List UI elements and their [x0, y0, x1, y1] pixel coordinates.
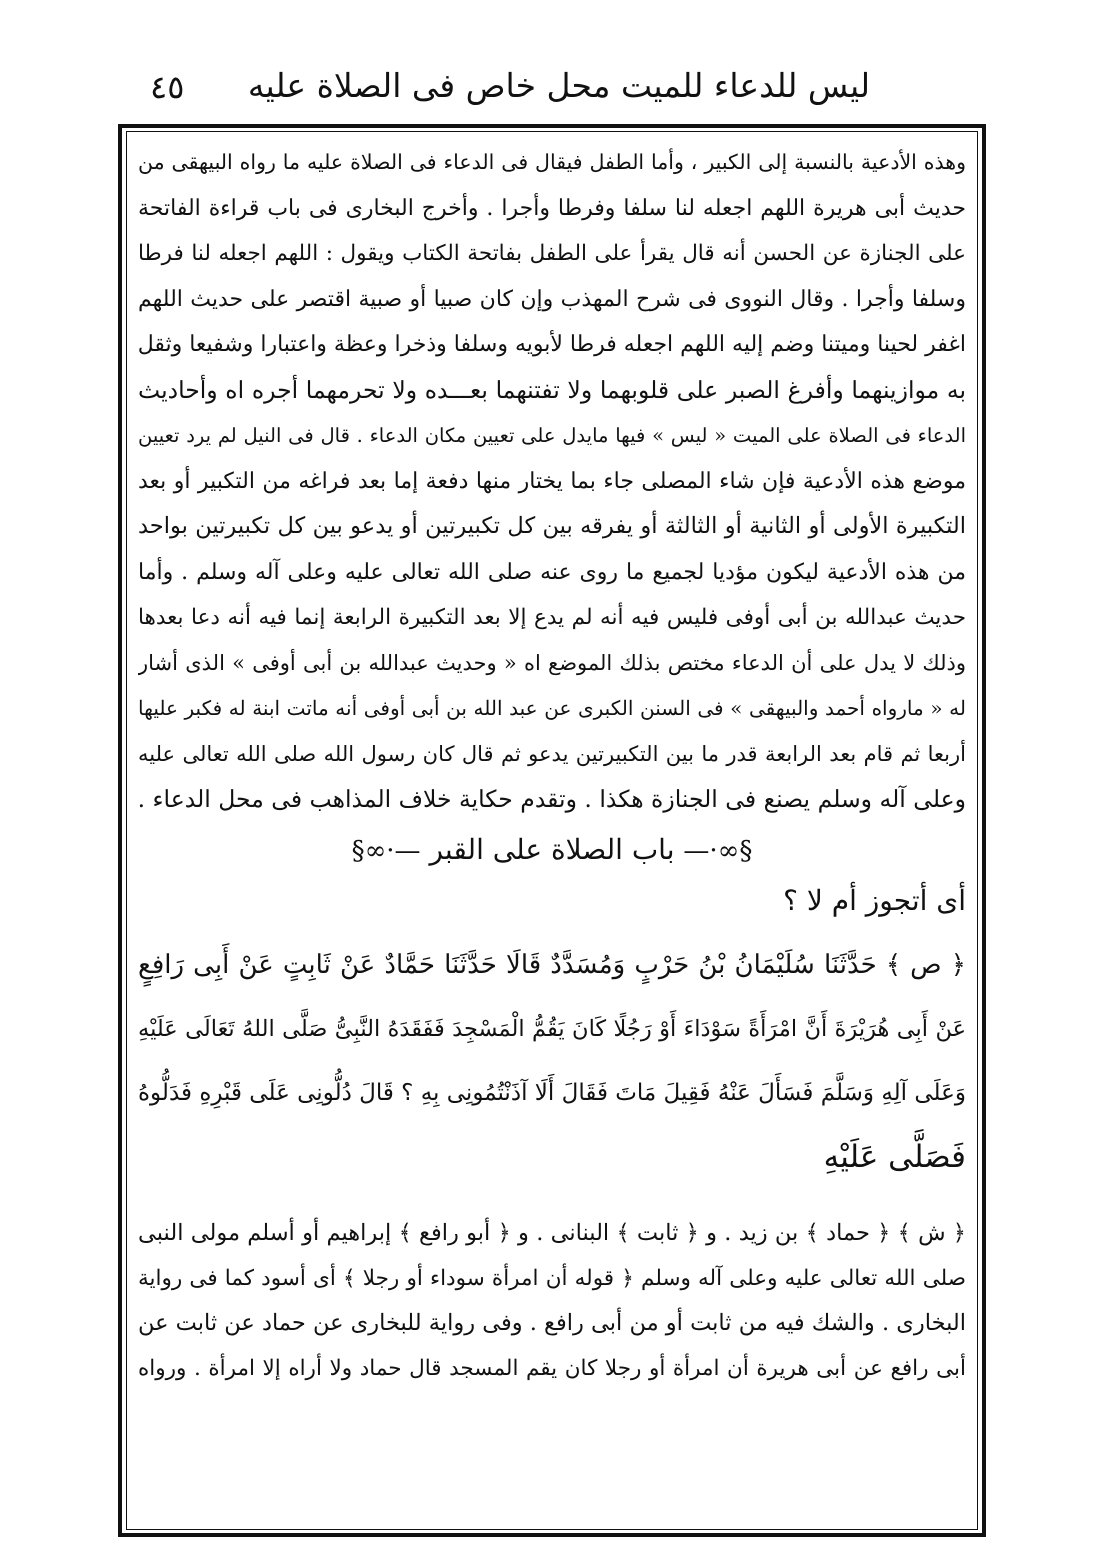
- text-line: على الجنازة عن الحسن أنه قال يقرأ على الطفل بفاتحة الكتاب ويقول : اللهم اجعله لنا فرطا: [138, 241, 966, 266]
- text-line: أبى رافع عن أبى هريرة أن امرأة أو رجلا كان يقم المسجد قال حماد ولا أراه إلا امرأة . ورواه: [138, 1355, 966, 1381]
- hadith-line: عَنْ أَبِى هُرَيْرَةَ أَنَّ امْرَأَةً سَوْدَاءَ أَوْ رَجُلًا كَانَ يَقُمُّ الْمَسْجِدَ فَفَقَدَهُ النَّبِىُّ صَلَّى اللهُ تَعَالَى عَلَيْهِ: [138, 1015, 966, 1042]
- hadith-line: وَعَلَى آلِهِ وَسَلَّمَ فَسَأَلَ عَنْهُ فَقِيلَ مَاتَ فَقَالَ أَلَا آذَنْتُمُونِى بِهِ ؟ قَالَ دُلُّونِى عَلَى قَبْرِهِ فَدَلُّوهُ: [138, 1079, 966, 1106]
- running-title: ليس للدعاء للميت محل خاص فى الصلاة عليه: [247, 66, 870, 105]
- ornament-right: §∞·—: [683, 835, 753, 866]
- text-line: وذلك لا يدل على أن الدعاء مختص بذلك الموضع اه « وحديث عبدالله بن أبى أوفى » الذى أشار: [138, 650, 966, 675]
- commentary-paragraph-2: [138, 1211, 966, 1391]
- ornament-left: —·∞§: [351, 835, 421, 866]
- text-line: أربعا ثم قام بعد الرابعة قدر ما بين التكبيرتين يدعو ثم قال كان رسول الله صلى الله تعالى عليه: [138, 741, 966, 766]
- hadith-text: [138, 933, 966, 1189]
- text-line: صلى الله تعالى عليه وعلى آله وسلم ﴿ قوله أن امرأة سوداء أو رجلا ﴾ أى أسود كما فى رواية: [138, 1265, 966, 1291]
- text-line: ﴿ ش ﴾ ﴿ حماد ﴾ بن زيد . و ﴿ ثابت ﴾ البنانى . و ﴿ أبو رافع ﴾ إبراهيم أو أسلم مولى النبى: [138, 1219, 966, 1246]
- section-title: باب الصلاة على القبر: [429, 832, 675, 866]
- hadith-line: ﴿ ص ﴾ حَدَّثَنَا سُلَيْمَانُ بْنُ حَرْبٍ وَمُسَدَّدٌ قَالَا حَدَّثَنَا حَمَّادٌ عَنْ ثَابِتٍ عَنْ أَبِى رَافِعٍ: [138, 949, 966, 980]
- text-line: الدعاء فى الصلاة على الميت « ليس » فيها مايدل على تعيين مكان الدعاء . قال فى النيل لم يرد تعيين: [138, 424, 966, 447]
- text-line: موضع هذه الأدعية فإن شاء المصلى جاء بما يختار منها دفعة إما بعد فراغه من التكبير أو بعد: [138, 468, 966, 494]
- text-line: حديث عبدالله بن أبى أوفى فليس فيه أنه لم يدع إلا بعد التكبيرة الرابعة إنما فيه أنه دعا بعدها: [138, 605, 966, 630]
- section-heading: [138, 825, 966, 875]
- text-line: البخارى . والشك فيه من ثابت أو من أبى رافع . وفى رواية للبخارى عن حماد عن ثابت عن: [138, 1309, 966, 1336]
- page-header: [120, 62, 980, 112]
- text-line: وعلى آله وسلم يصنع فى الجنازة هكذا . وتقدم حكاية خلاف المذاهب فى محل الدعاء .: [138, 785, 966, 813]
- page-body: [138, 140, 966, 1520]
- text-line: اغفر لحينا وميتنا وضم إليه اللهم اجعله فرطا لأبويه وسلفا وذخرا وعظة واعتبارا وشفيعا وثقل: [138, 332, 966, 357]
- text-line: وسلفا وأجرا . وقال النووى فى شرح المهذب وإن كان صبيا أو صبية اقتصر على حديث اللهم: [138, 286, 966, 312]
- page-number: ٤٥: [150, 68, 185, 106]
- text-line: به موازينهما وأفرغ الصبر على قلوبهما ولا تفتنهما بعـــده ولا تحرمهما أجره اه وأحاديث: [138, 375, 966, 404]
- hadith-line: فَصَلَّى عَلَيْهِ: [823, 1138, 966, 1175]
- text-line: وهذه الأدعية بالنسبة إلى الكبير ، وأما الطفل فيقال فى الدعاء فى الصلاة عليه ما رواه البيهقى من: [138, 150, 966, 174]
- text-line: من هذه الأدعية ليكون مؤديا لجميع ما روى عنه صلى الله تعالى عليه وعلى آله وسلم . وأما: [138, 559, 966, 585]
- section-question: أى أتجوز أم لا ؟: [783, 883, 966, 917]
- text-line: التكبيرة الأولى أو الثانية أو الثالثة أو يفرقه بين كل تكبيرتين أو يدعو بين كل تكبيرتين بواحد: [138, 513, 966, 539]
- text-line: حديث أبى هريرة اللهم اجعله لنا سلفا وفرطا وأجرا . وأخرج البخارى فى باب قراءة الفاتحة: [138, 195, 966, 221]
- commentary-paragraph: [138, 140, 966, 823]
- text-line: له « مارواه أحمد والبيهقى » فى السنن الكبرى عن عبد الله بن أبى أوفى أنه ماتت ابنة له فكبر عليها: [138, 696, 966, 720]
